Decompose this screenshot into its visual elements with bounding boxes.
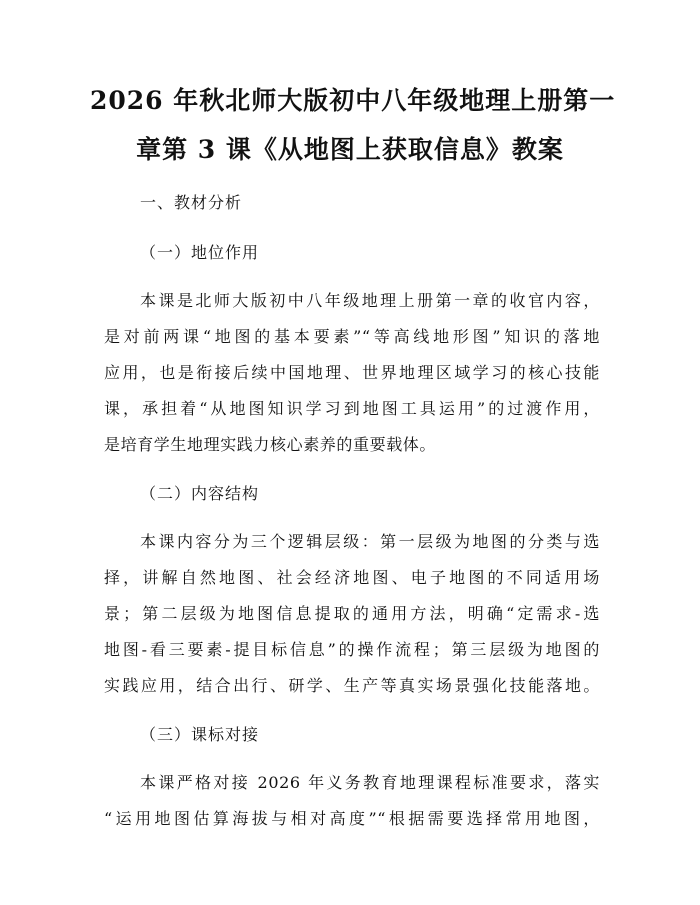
section-heading-textbook-analysis: 一、教材分析 — [140, 193, 243, 212]
paragraph-line: 应用，也是衔接后续中国地理、世界地理区域学习的核心技能 — [104, 363, 600, 382]
document-title-line-2: 章第 3 课《从地图上获取信息》教案 — [136, 135, 564, 164]
paragraph-line: 景；第二层级为地图信息提取的通用方法，明确“定需求-选 — [104, 604, 600, 623]
paragraph-line: 本课内容分为三个逻辑层级：第一层级为地图的分类与选 — [140, 532, 600, 551]
subsection-heading-position-role: （一）地位作用 — [140, 243, 260, 262]
paragraph-line: 本课严格对接 2026 年义务教育地理课程标准要求，落实 — [140, 773, 600, 792]
paragraph-line: 择，讲解自然地图、社会经济地图、电子地图的不同适用场 — [104, 568, 600, 587]
paragraph-line: 本课是北师大版初中八年级地理上册第一章的收官内容， — [140, 291, 600, 310]
subsection-heading-content-structure: （二）内容结构 — [140, 484, 260, 503]
paragraph-line: 地图-看三要素-提目标信息”的操作流程；第三层级为地图的 — [104, 640, 600, 659]
paragraph-line: 课，承担着“从地图知识学习到地图工具运用”的过渡作用， — [104, 399, 600, 418]
paragraph-line: 实践应用，结合出行、研学、生产等真实场景强化技能落地。 — [104, 676, 600, 695]
paragraph-line: “运用地图估算海拔与相对高度”“根据需要选择常用地图， — [104, 809, 600, 828]
subsection-heading-curriculum-alignment: （三）课标对接 — [140, 725, 260, 744]
document-title-line-1: 2026 年秋北师大版初中八年级地理上册第一 — [90, 86, 616, 115]
paragraph-line: 是对前两课“地图的基本要素”“等高线地形图”知识的落地 — [104, 327, 600, 346]
paragraph-line: 是培育学生地理实践力核心素养的重要载体。 — [104, 435, 437, 454]
